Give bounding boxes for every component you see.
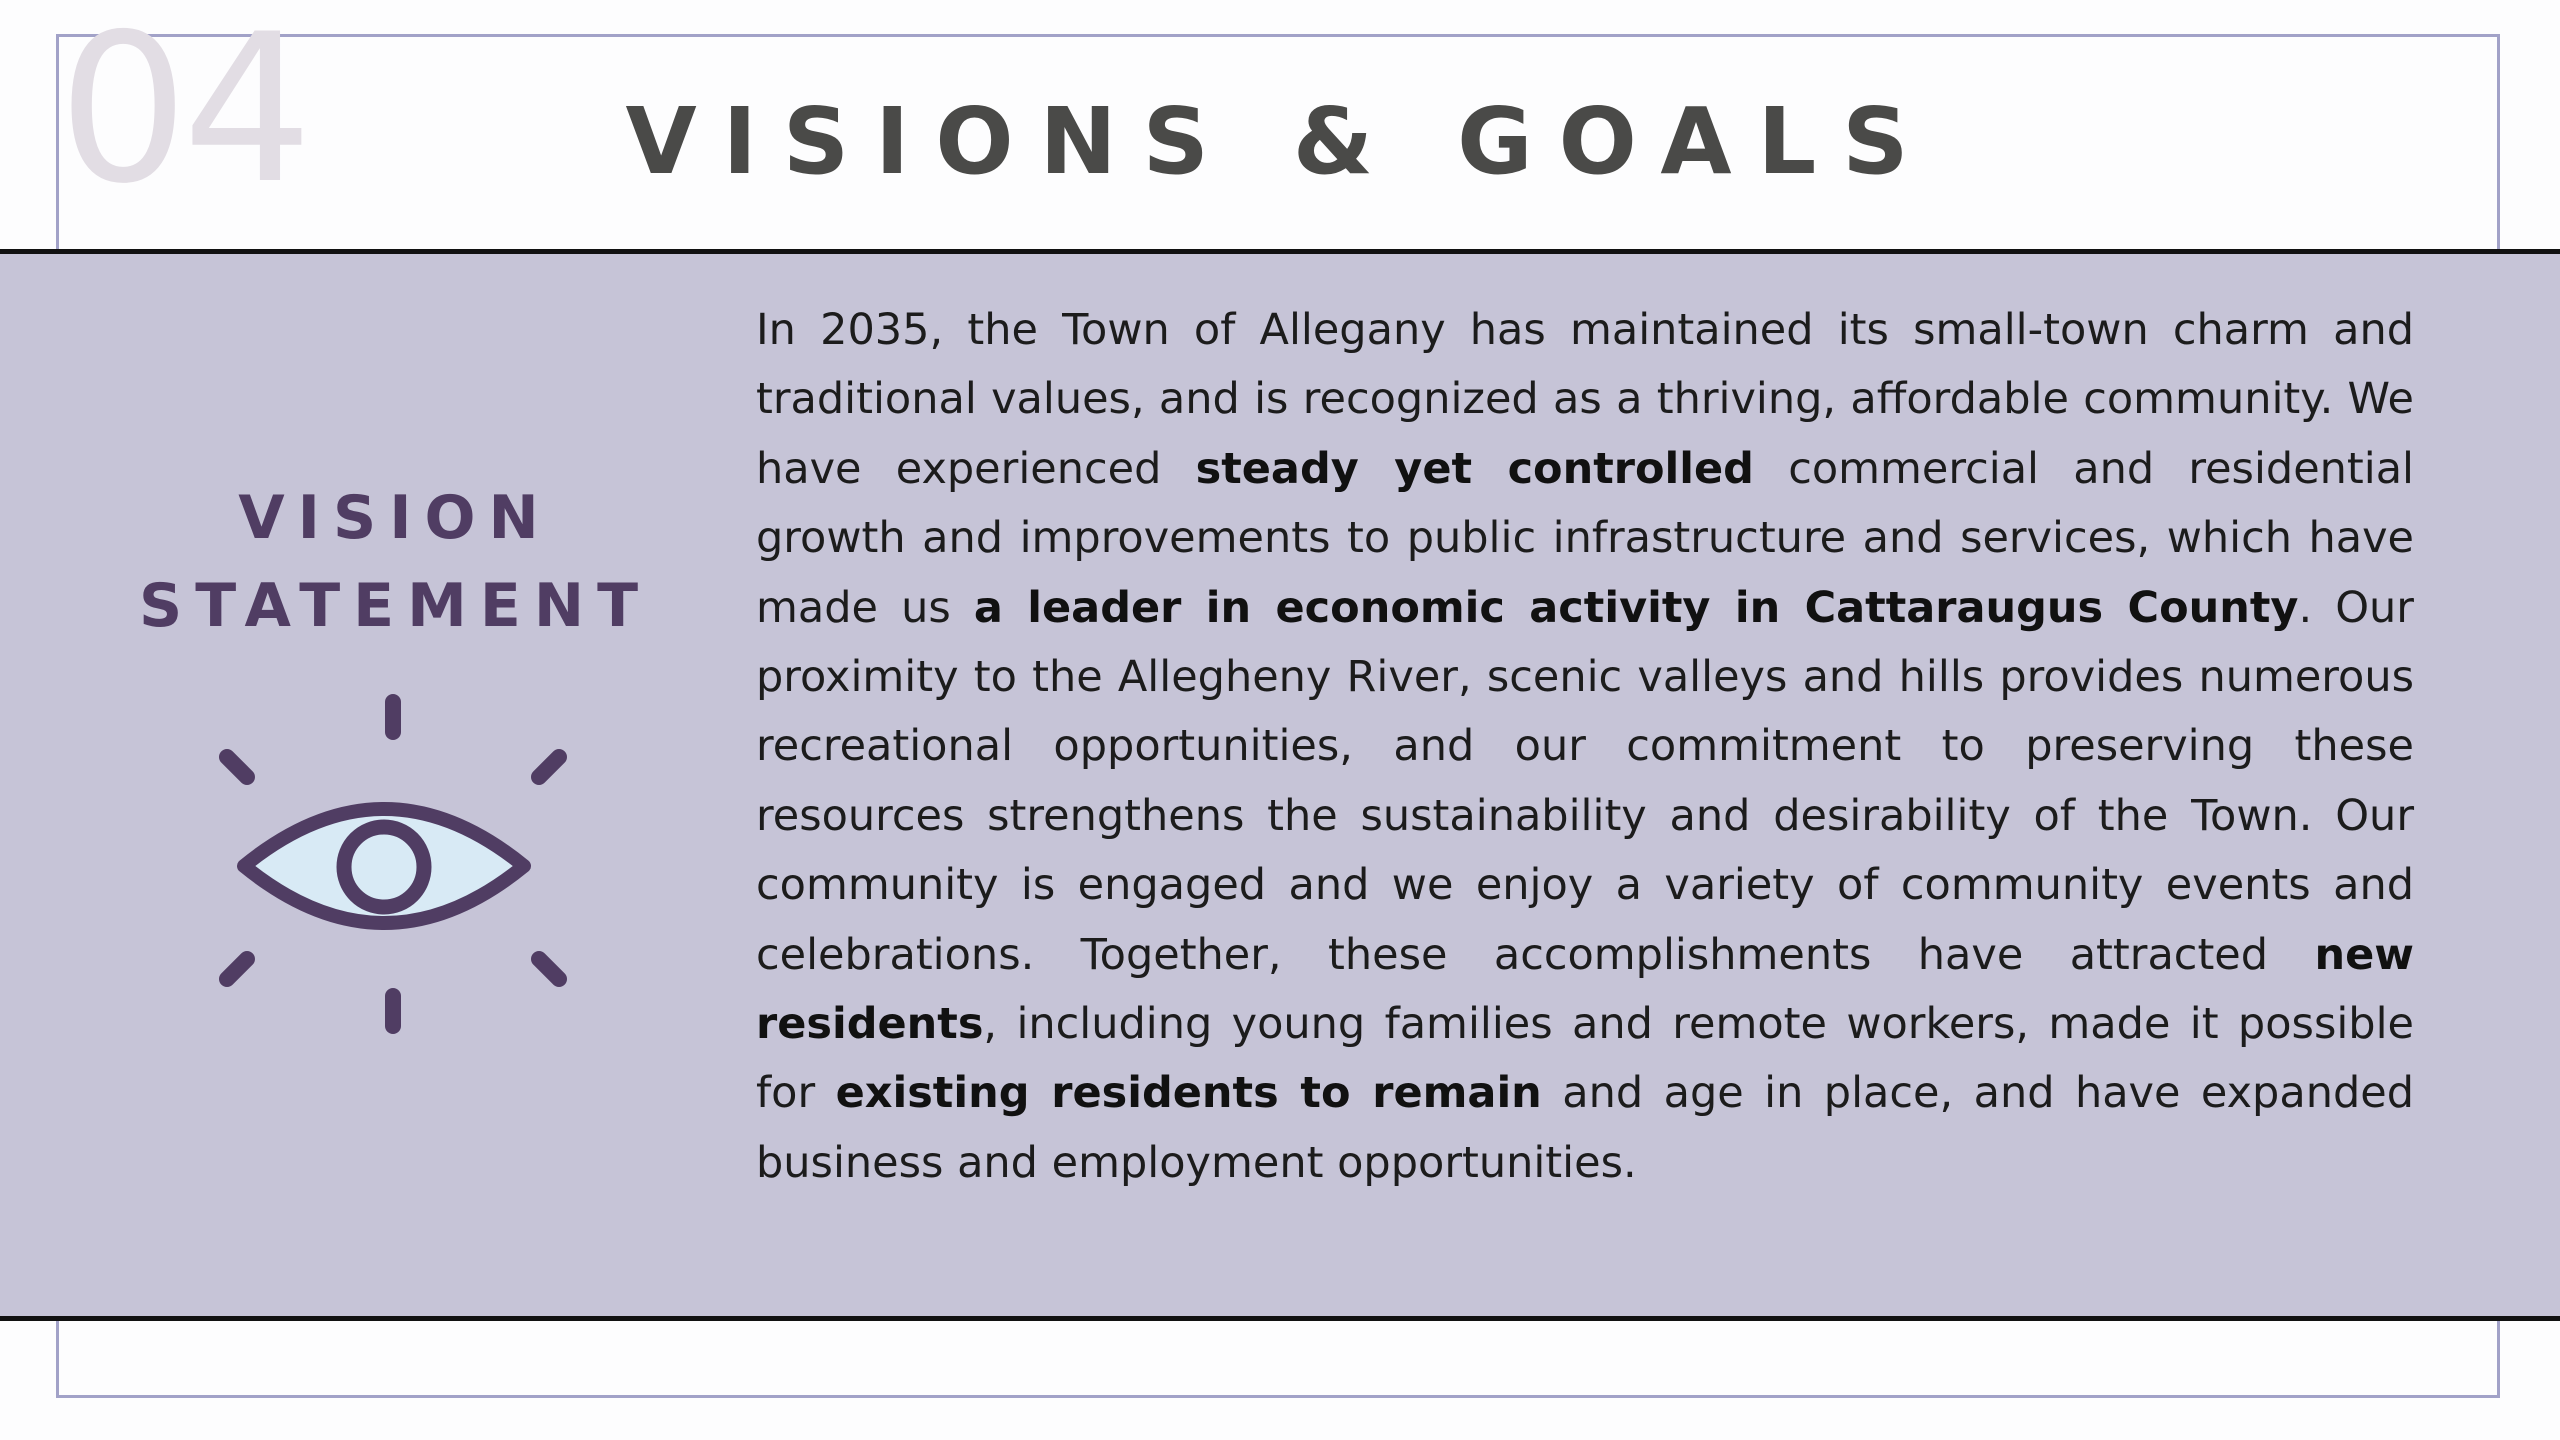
statement-emphasis: a leader in economic activity in Cattaraugus County bbox=[973, 582, 2299, 633]
vision-label-line2: STATEMENT bbox=[138, 571, 651, 641]
vision-statement-heading bbox=[100, 474, 690, 650]
page-title: VISIONS & GOALS bbox=[625, 88, 1935, 195]
statement-emphasis: existing residents to remain bbox=[835, 1068, 1542, 1119]
statement-emphasis: steady yet controlled bbox=[1195, 443, 1754, 494]
statement-run: . Our proximity to the Allegheny River, scenic valleys and hills provides numerous recreational opportunities, and our commitment to preserving these resources strengthens the sustainability and desirability of the Town. Our community is engaged and we enjoy a variety of community events and celebrations. Together, these accomplishments have attracted bbox=[756, 582, 2414, 980]
statement-emphasis: new residents bbox=[756, 929, 2414, 1050]
statement-run: and age in place, and have expanded business and employment opportunities. bbox=[756, 1068, 2414, 1188]
section-number: 04 bbox=[58, 0, 307, 229]
statement-run: commercial and residential growth and improvements to public infrastructure and services, which have made us bbox=[756, 443, 2415, 633]
eye-iris bbox=[344, 827, 424, 907]
vision-statement-text bbox=[756, 296, 2414, 1198]
vision-label-line1: VISION bbox=[238, 483, 552, 553]
eye-icon bbox=[212, 686, 572, 1046]
statement-run: , including young families and remote workers, made it possible for bbox=[756, 999, 2414, 1119]
statement-run: In 2035, the Town of Allegany has maintained its small-town charm and traditional values, and is recognized as a thriving, affordable community. We have experienced bbox=[756, 305, 2414, 494]
